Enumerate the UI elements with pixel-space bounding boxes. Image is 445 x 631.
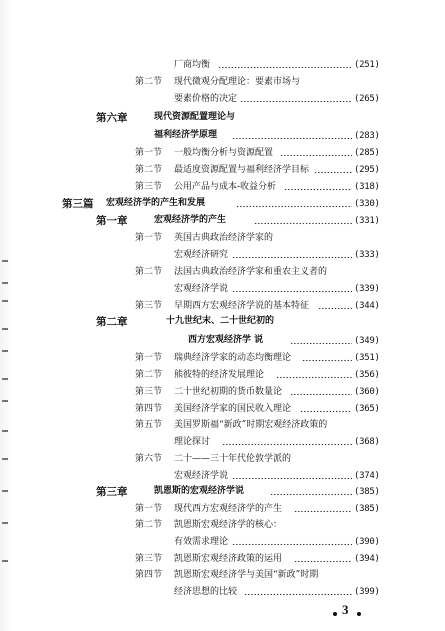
toc-entry-title: 现代西方宏观经济学的产生 bbox=[174, 504, 283, 514]
toc-leader-dots bbox=[294, 553, 352, 565]
toc-entry-title: 熊彼特的经济发展理论 bbox=[174, 370, 265, 380]
toc-chapter-title: 西方宏观经济学 说 bbox=[188, 335, 264, 345]
toc-entry-page: (344) bbox=[354, 301, 380, 311]
toc-entry-label: 第一节 bbox=[135, 504, 163, 514]
toc-entry-page: (265) bbox=[354, 94, 380, 104]
toc-chapter-title: 十九世纪末、二十世纪初的 bbox=[166, 316, 275, 326]
toc-entry-page: (330) bbox=[354, 199, 380, 209]
toc-entry-label: 第二节 bbox=[135, 77, 163, 87]
toc-chapter-title: 现代资源配置理论与 bbox=[154, 112, 236, 122]
toc-chapter-title: 凯恩斯的宏观经济学说 bbox=[154, 486, 245, 496]
toc-entry-page: (349) bbox=[354, 336, 380, 346]
toc-entry-title: 现代微观分配理论：要素市场与 bbox=[174, 77, 301, 87]
toc-entry-page: (394) bbox=[354, 554, 380, 564]
toc-entry-title: 厂商均衡 bbox=[174, 60, 211, 70]
toc-leader-dots bbox=[314, 164, 352, 176]
toc-entry-page: (251) bbox=[354, 60, 380, 70]
toc-entry-title: 瑞典经济学家的动态均衡理论 bbox=[174, 353, 292, 363]
toc-entry-title: 有效需求理论 bbox=[174, 537, 229, 547]
toc-leader-dots bbox=[276, 369, 352, 381]
toc-entry-label: 第二节 bbox=[135, 165, 163, 175]
toc-leader-dots bbox=[236, 198, 352, 210]
toc-leader-dots bbox=[294, 503, 352, 515]
toc-entry-label: 第三节 bbox=[135, 554, 163, 564]
toc-entry-title: 凯恩斯宏观经济政策的运用 bbox=[174, 554, 283, 564]
toc-entry-page: (390) bbox=[354, 537, 380, 547]
toc-entry-title: 宏观经济学说 bbox=[174, 471, 229, 481]
toc-entry-label: 第六节 bbox=[135, 454, 163, 464]
toc-entry-title: 法国古典政治经济学家和重农主义者的 bbox=[174, 267, 328, 277]
toc-leader-dots bbox=[232, 249, 352, 261]
toc-entry-label: 第一节 bbox=[135, 233, 163, 243]
toc-entry-page: (351) bbox=[354, 353, 380, 363]
toc-leader-dots bbox=[302, 352, 352, 364]
toc-leader-dots bbox=[244, 586, 352, 598]
toc-entry-label: 第四节 bbox=[135, 570, 163, 580]
toc-entry-title: 理论探讨 bbox=[174, 437, 211, 447]
toc-entry-label: 第三节 bbox=[135, 387, 163, 397]
toc-entry-page: (333) bbox=[354, 250, 380, 260]
toc-entry-label: 第二节 bbox=[135, 520, 163, 530]
toc-chapter-title: 福利经济学原理 bbox=[154, 130, 218, 140]
toc-leader-dots bbox=[290, 386, 352, 398]
toc-entry-title: 二十——三十年代伦敦学派的 bbox=[174, 454, 292, 464]
toc-entry-title: 二十世纪初期的货币数量论 bbox=[174, 387, 283, 397]
toc-leader-dots bbox=[270, 486, 352, 498]
toc-entry-title: 宏观经济学说 bbox=[174, 284, 229, 294]
toc-entry-label: 第二节 bbox=[135, 267, 163, 277]
toc-leader-dots bbox=[280, 147, 352, 159]
page-number-bullet bbox=[333, 612, 337, 616]
toc-leader-dots bbox=[254, 215, 352, 227]
binding-marks bbox=[0, 260, 10, 590]
toc-leader-dots bbox=[232, 470, 352, 482]
toc-entry-title: 英国古典政治经济学家的 bbox=[174, 233, 274, 243]
toc-entry-label: 第一节 bbox=[135, 353, 163, 363]
toc-entry-page: (283) bbox=[354, 131, 380, 141]
toc-entry-label: 第四节 bbox=[135, 404, 163, 414]
toc-entry-label: 第五节 bbox=[135, 420, 163, 430]
toc-entry-label: 第三节 bbox=[135, 182, 163, 192]
toc-leader-dots bbox=[222, 436, 352, 448]
toc-entry-title: 凯恩斯宏观经济学与美国“新政”时期 bbox=[174, 570, 319, 580]
toc-entry-page: (318) bbox=[354, 182, 380, 192]
toc-entry-title: 美国罗斯福“新政”时期宏观经济政策的 bbox=[174, 420, 328, 430]
toc-chapter-label: 第三章 bbox=[96, 486, 128, 498]
toc-entry-title: 宏观经济研究 bbox=[174, 250, 229, 260]
toc-entry-page: (385) bbox=[354, 504, 380, 514]
toc-entry-page: (285) bbox=[354, 148, 380, 158]
toc-entry-label: 第三节 bbox=[135, 301, 163, 311]
toc-entry-page: (339) bbox=[354, 284, 380, 294]
page-number: 3 bbox=[342, 602, 349, 617]
toc-entry-page: (385) bbox=[354, 487, 380, 497]
toc-entry-page: (295) bbox=[354, 165, 380, 175]
toc-part-label: 第三篇 bbox=[62, 198, 94, 210]
toc-leader-dots bbox=[290, 335, 352, 347]
toc-leader-dots bbox=[300, 403, 352, 415]
toc-leader-dots bbox=[318, 300, 352, 312]
toc-leader-dots bbox=[232, 283, 352, 295]
toc-entry-title: 公用产品与成本-收益分析 bbox=[174, 182, 277, 192]
toc-entry-page: (374) bbox=[354, 471, 380, 481]
toc-leader-dots bbox=[284, 181, 352, 193]
toc-entry-title: 一般均衡分析与资源配置 bbox=[174, 148, 274, 158]
toc-chapter-label: 第一章 bbox=[96, 215, 128, 227]
toc-leader-dots bbox=[240, 93, 352, 105]
toc-entry-title: 凯恩斯宏观经济学的核心： bbox=[174, 520, 283, 530]
toc-entry-page: (399) bbox=[354, 587, 380, 597]
toc-entry-page: (365) bbox=[354, 404, 380, 414]
toc-entry-page: (331) bbox=[354, 216, 380, 226]
toc-entry-title: 经济思想的比较 bbox=[174, 587, 238, 597]
toc-entry-page: (368) bbox=[354, 437, 380, 447]
toc-entry-label: 第二节 bbox=[135, 370, 163, 380]
toc-chapter-title: 宏观经济学的产生 bbox=[154, 215, 227, 225]
toc-entry-title: 要素价格的决定 bbox=[174, 94, 238, 104]
toc-entry-label: 第一节 bbox=[135, 148, 163, 158]
toc-leader-dots bbox=[218, 59, 352, 71]
toc-leader-dots bbox=[232, 130, 352, 142]
toc-entry-title: 早期西方宏观经济学说的基本特征 bbox=[174, 301, 310, 311]
page-number-bullet bbox=[357, 612, 361, 616]
toc-chapter-label: 第二章 bbox=[96, 316, 128, 328]
toc-entry-page: (356) bbox=[354, 370, 380, 380]
toc-entry-page: (360) bbox=[354, 387, 380, 397]
toc-part-title: 宏观经济学的产生和发展 bbox=[106, 198, 206, 208]
toc-entry-title: 最适度资源配置与福利经济学目标 bbox=[174, 165, 310, 175]
page-binding-edge bbox=[0, 0, 12, 631]
toc-leader-dots bbox=[232, 536, 352, 548]
toc-chapter-label: 第六章 bbox=[96, 112, 128, 124]
toc-entry-title: 美国经济学家的国民收入理论 bbox=[174, 404, 292, 414]
